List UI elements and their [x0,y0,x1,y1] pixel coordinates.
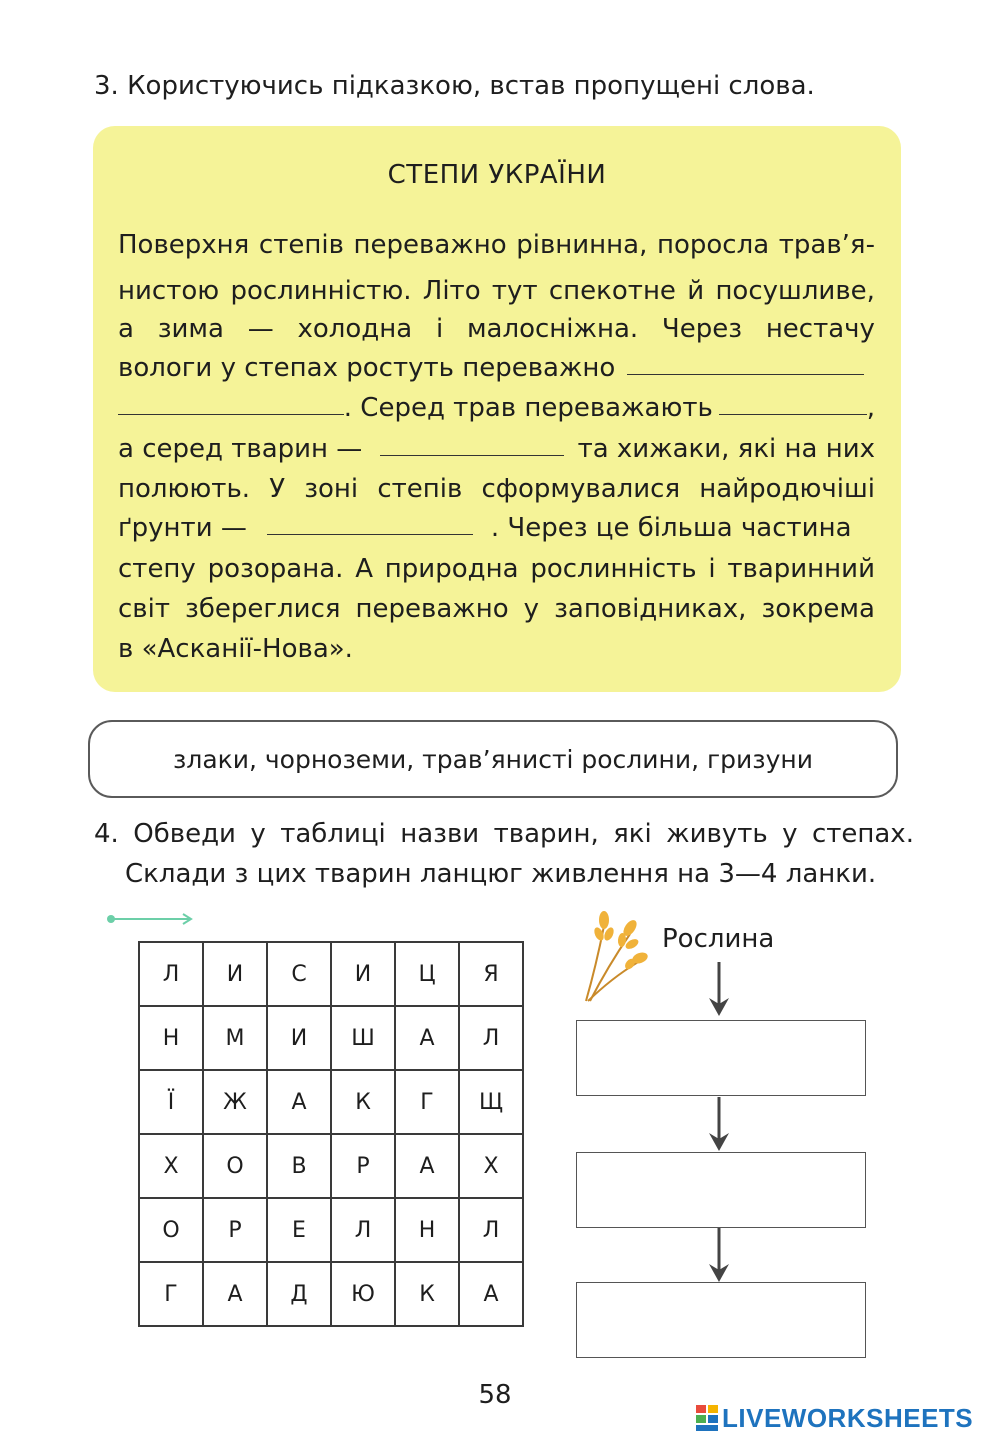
text-line-1: Поверхня степів переважно рівнинна, поросла трав’я- [118,230,875,260]
grid-cell[interactable]: Н [395,1198,459,1262]
grid-cell[interactable]: М [203,1006,267,1070]
grid-row [139,1262,523,1326]
grid-cell[interactable]: И [331,942,395,1006]
grid-cell[interactable]: В [267,1134,331,1198]
grid-cell[interactable]: А [459,1262,523,1326]
grid-cell[interactable]: Д [267,1262,331,1326]
grid-row [139,1070,523,1134]
task-4-title-line-2: Склади з цих тварин ланцюг живлення на 3—4 ланки. [125,859,877,889]
arrow-down-icon [704,1228,734,1286]
letter-grid [138,941,524,1327]
blank-1[interactable] [627,348,864,375]
grid-cell[interactable]: Я [459,942,523,1006]
grid-cell[interactable]: Л [139,942,203,1006]
text-line-7: полюють. У зоні степів сформувалися найродючіші [118,474,875,504]
grid-cell[interactable]: Н [139,1006,203,1070]
grid-cell[interactable]: И [203,942,267,1006]
grid-row [139,1134,523,1198]
grid-row [139,1198,523,1262]
grid-cell[interactable]: С [267,942,331,1006]
grid-cell[interactable]: Ш [331,1006,395,1070]
logo-mark-icon [696,1403,720,1433]
grid-cell[interactable]: И [267,1006,331,1070]
green-arrow-icon [106,912,196,926]
hint-box [88,720,898,798]
plant-label: Рослина [662,924,775,954]
grid-cell[interactable]: А [203,1262,267,1326]
grid-cell[interactable]: Г [395,1070,459,1134]
text-line-11: в «Асканії-Нова». [118,634,353,664]
blank-4[interactable] [267,508,473,535]
grid-cell[interactable]: А [395,1134,459,1198]
text-heading: СТЕПИ УКРАЇНИ [387,160,607,190]
grid-cell[interactable]: Р [203,1198,267,1262]
wheat-icon [578,906,648,1006]
grid-cell[interactable]: Р [331,1134,395,1198]
grid-cell[interactable]: А [395,1006,459,1070]
grid-cell[interactable]: Ї [139,1070,203,1134]
grid-cell[interactable]: Е [267,1198,331,1262]
grid-cell[interactable]: Ю [331,1262,395,1326]
hint-words: злаки, чорноземи, трав’янисті рослини, гризуни [173,744,813,774]
grid-cell[interactable]: Л [459,1198,523,1262]
chain-answer-box-2[interactable] [576,1152,866,1228]
text-line-6: а серед тварин — та хижаки, які на них [118,429,875,469]
text-line-5: . Серед трав переважають , [118,388,875,428]
grid-row [139,942,523,1006]
grid-cell[interactable]: Г [139,1262,203,1326]
text-line-9: степу розорана. А природна рослинність і тваринний [118,554,875,584]
logo-text: LIVEWORKSHEETS [722,1402,974,1433]
text-line-4: вологи у степах ростуть переважно [118,348,875,388]
grid-cell[interactable]: А [267,1070,331,1134]
grid-cell[interactable]: О [203,1134,267,1198]
chain-answer-box-3[interactable] [576,1282,866,1358]
blank-3[interactable] [380,429,563,456]
grid-cell[interactable]: Ж [203,1070,267,1134]
blank-1-continued[interactable] [118,388,344,415]
liveworksheets-logo [696,1400,973,1436]
text-line-3: а зима — холодна і малосніжна. Через нестачу [118,314,875,344]
blank-2[interactable] [719,388,867,415]
chain-answer-box-1[interactable] [576,1020,866,1096]
grid-cell[interactable]: Х [459,1134,523,1198]
grid-cell[interactable]: Ц [395,942,459,1006]
grid-cell[interactable]: К [395,1262,459,1326]
grid-cell[interactable]: Х [139,1134,203,1198]
page-number: 58 [478,1380,512,1410]
text-line-2: нистою рослинністю. Літо тут спекотне й посушливе, [118,276,875,306]
grid-cell[interactable]: О [139,1198,203,1262]
grid-cell[interactable]: Щ [459,1070,523,1134]
grid-cell[interactable]: К [331,1070,395,1134]
grid-row [139,1006,523,1070]
text-line-10: світ збереглися переважно у заповідниках, зокрема [118,594,875,624]
arrow-down-icon [704,1097,734,1155]
task-3-title: 3. Користуючись підказкою, встав пропущені слова. [94,71,815,101]
grid-cell[interactable]: Л [331,1198,395,1262]
text-line-8: ґрунти — . Через це більша частина [118,508,875,548]
grid-cell[interactable]: Л [459,1006,523,1070]
task-4-title-line-1: 4. Обведи у таблиці назви тварин, які живуть у степах. [94,819,914,849]
text-box [93,126,901,692]
arrow-down-icon [704,962,734,1020]
